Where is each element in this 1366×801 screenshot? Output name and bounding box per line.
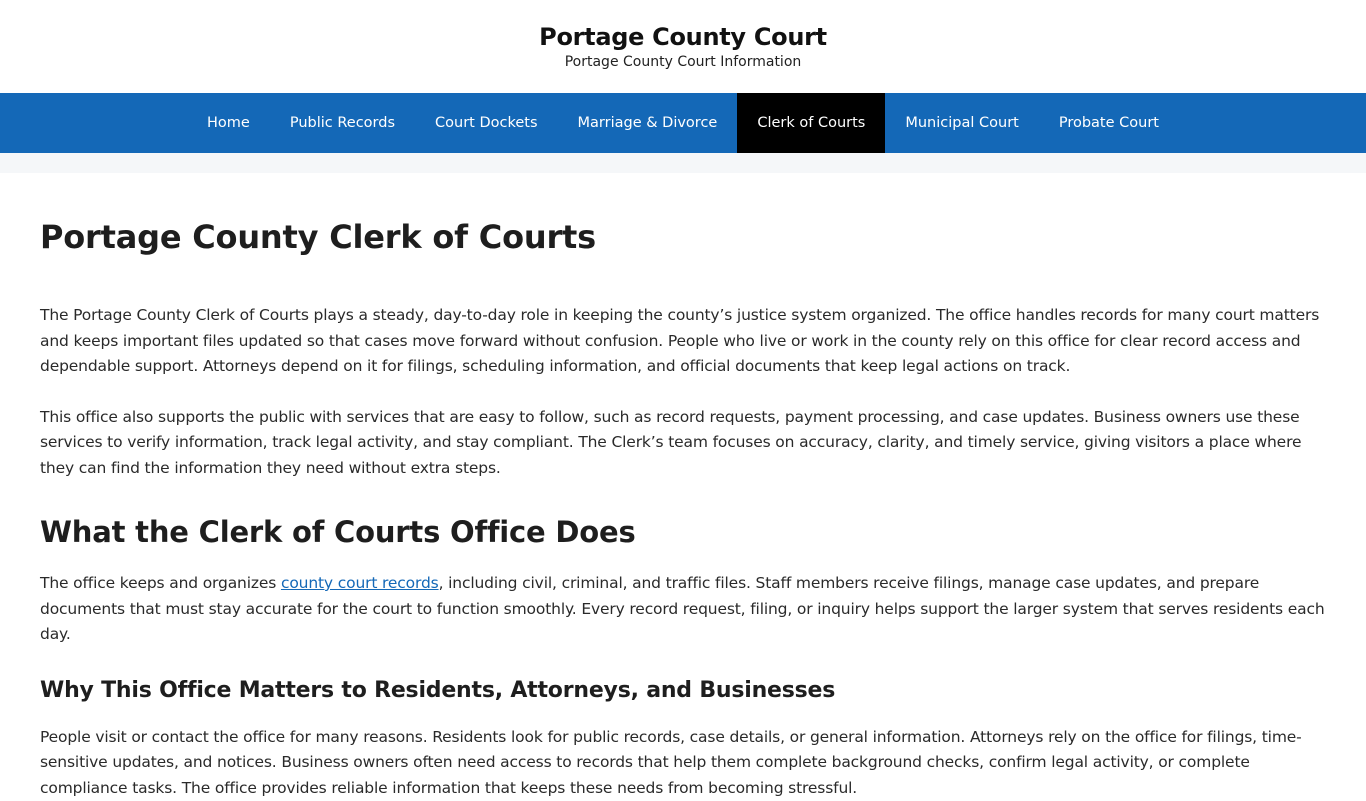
nav-list (187, 93, 1179, 153)
nav-spacer (0, 153, 1366, 173)
office-duties-paragraph (40, 571, 1326, 648)
main-content (0, 217, 1366, 801)
nav-item-home[interactable]: Home (187, 93, 270, 153)
site-header (0, 0, 1366, 93)
nav-item-clerk-of-courts[interactable]: Clerk of Courts (737, 93, 885, 153)
nav-item-marriage-divorce[interactable]: Marriage & Divorce (558, 93, 738, 153)
nav-item-municipal-court[interactable]: Municipal Court (885, 93, 1038, 153)
nav-item-court-dockets[interactable]: Court Dockets (415, 93, 558, 153)
nav-item-public-records[interactable]: Public Records (270, 93, 415, 153)
page-title: Portage County Clerk of Courts (40, 217, 1326, 257)
why-matters-paragraph: People visit or contact the office for many reasons. Residents look for public records, case details, or general information. Attorneys rely on the office for filings, time-sensitive updates, and notices. Business owners often need access to records that help them complete background checks, confirm legal activity, or complete compliance tasks. The office provides reliable information that keeps these needs from becoming stressful. (40, 725, 1326, 801)
nav-item-probate-court[interactable]: Probate Court (1039, 93, 1179, 153)
office-duties-text-start: The office keeps and organizes (40, 574, 281, 592)
office-duties-text-end: , including civil, criminal, and traffic files. Staff members receive filings, manage case updates, and prepare documents that must stay accurate for the court to function smoothly. Every record request, filing, or inquiry helps support the larger system that serves residents each day. (40, 574, 1325, 643)
county-court-records-link[interactable]: county court records (281, 574, 439, 592)
section-heading-office-duties: What the Clerk of Courts Office Does (40, 513, 1326, 551)
services-paragraph: This office also supports the public with services that are easy to follow, such as record requests, payment processing, and case updates. Business owners use these services to verify information, track legal activity, and stay compliant. The Clerk’s team focuses on accuracy, clarity, and timely service, giving visitors a place where they can find the information they need without extra steps. (40, 405, 1326, 482)
intro-paragraph: The Portage County Clerk of Courts plays a steady, day-to-day role in keeping the county’s justice system organized. The office handles records for many court matters and keeps important files updated so that cases move forward without confusion. People who live or work in the county rely on this office for clear record access and dependable support. Attorneys depend on it for filings, scheduling information, and official documents that keep legal actions on track. (40, 303, 1326, 380)
site-tagline: Portage County Court Information (0, 52, 1366, 72)
section-heading-why-matters: Why This Office Matters to Residents, Attorneys, and Businesses (40, 676, 1326, 706)
site-title[interactable]: Portage County Court (0, 0, 1366, 52)
main-navigation (0, 93, 1366, 153)
